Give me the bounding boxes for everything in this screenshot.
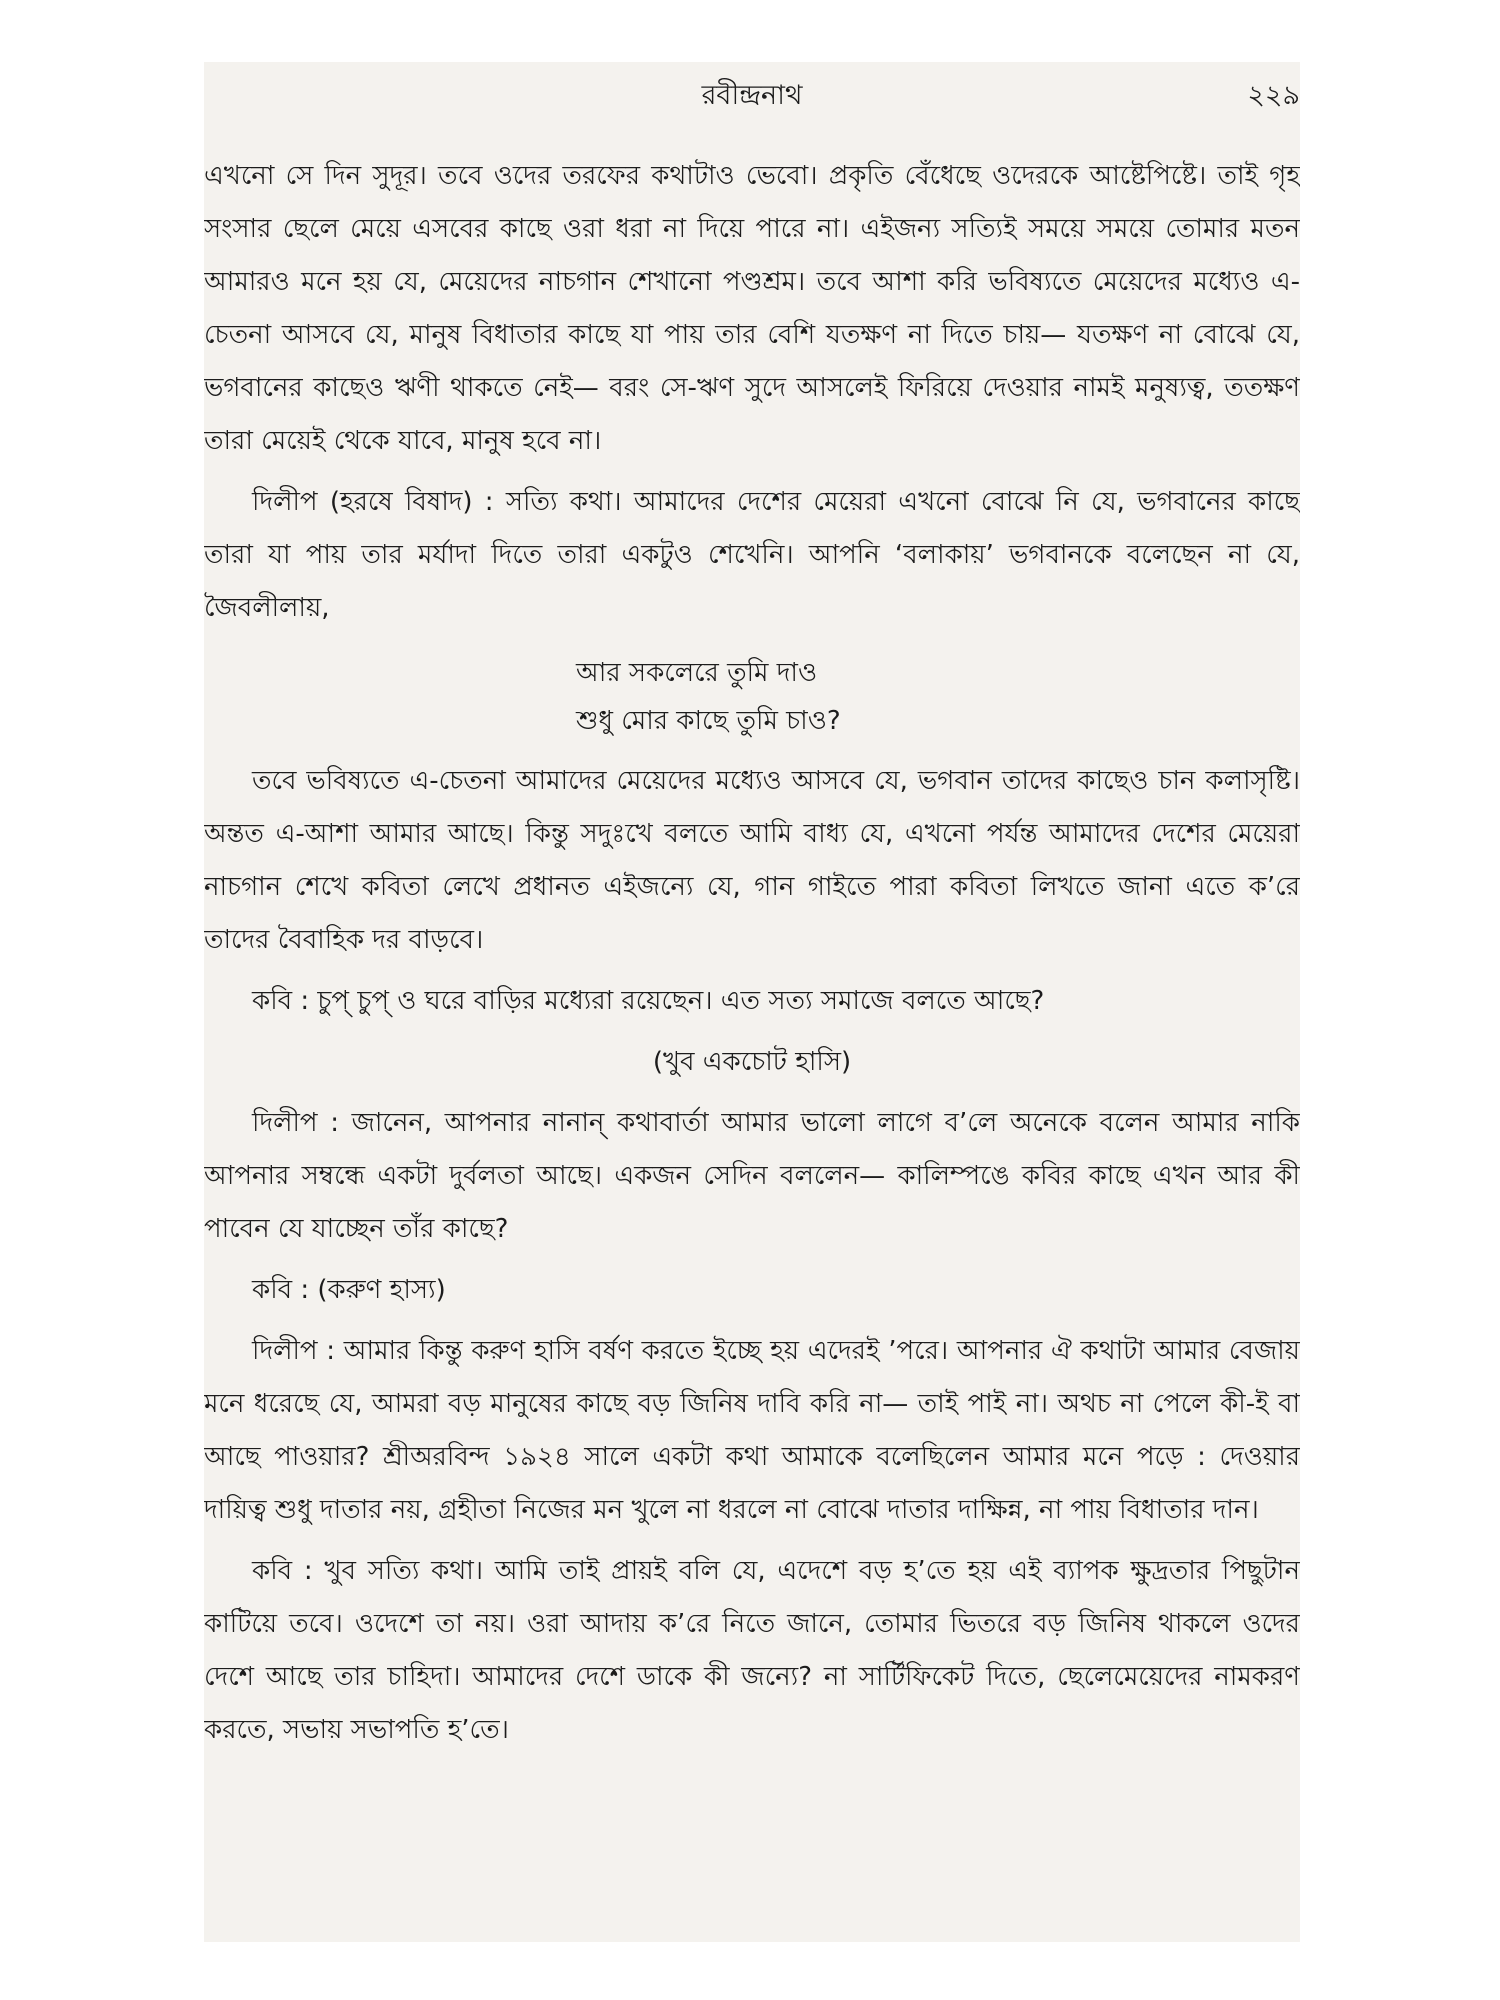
running-title: রবীন্দ্রনাথ xyxy=(701,80,803,111)
paragraph: দিলীপ : আমার কিন্তু করুণ হাসি বর্ষণ করতে ইচ্ছে হয় এদেরই ’পরে। আপনার ঐ কথাটা আমার বেজায় মনে ধরেছে যে, আমরা বড় মানুষের কাছে বড় জিনিষ দাবি করি না— তাই পাই না। অথচ না পেলে কী-ই বা আছে পাওয়ার? শ্রীঅরবিন্দ ১৯২৪ সালে একটা কথা আমাকে বলেছিলেন আমার মনে পড়ে : দেওয়ার দায়িত্ব শুধু দাতার নয়, গ্রহীতা নিজের মন খুলে না ধরলে না বোঝে দাতার দাক্ষিন্ন, না পায় বিধাতার দান। xyxy=(204,1336,1300,1525)
page-number: ২২৯ xyxy=(1247,80,1300,111)
paragraph: কবি : চুপ্ চুপ্ ও ঘরে বাড়ির মধ্যেরা রয়েছেন। এত সত্য সমাজে বলতে আছে? xyxy=(252,986,1045,1016)
book-page xyxy=(204,62,1300,1942)
paragraph: কবি : খুব সত্যি কথা। আমি তাই প্রায়ই বলি যে, এদেশে বড় হ’তে হয় এই ব্যাপক ক্ষুদ্রতার পিছুটান কাটিয়ে তবে। ওদেশে তা নয়। ওরা আদায় ক’রে নিতে জানে, তোমার ভিতরে বড় জিনিষ থাকলে ওদের দেশে আছে তার চাহিদা। আমাদের দেশে ডাকে কী জন্যে? না সার্টিফিকেট দিতে, ছেলেমেয়েদের নামকরণ করতে, সভায় সভাপতি হ’তে। xyxy=(204,1556,1300,1745)
paragraph: কবি : (করুণ হাস্য) xyxy=(252,1275,446,1305)
verse-quote xyxy=(204,649,1300,745)
paragraph: এখনো সে দিন সুদূর। তবে ওদের তরফের কথাটাও ভেবো। প্রকৃতি বেঁধেছে ওদেরকে আষ্টেপিষ্টে। তাই গৃহ সংসার ছেলে মেয়ে এসবের কাছে ওরা ধরা না দিয়ে পারে না। এইজন্য সত্যিই সময়ে সময়ে তোমার মতন আমারও মনে হয় যে, মেয়েদের নাচগান শেখানো পণ্ডশ্রম। তবে আশা করি ভবিষ্যতে মেয়েদের মধ্যেও এ-চেতনা আসবে যে, মানুষ বিধাতার কাছে যা পায় তার বেশি যতক্ষণ না দিতে চায়— যতক্ষণ না বোঝে যে, ভগবানের কাছেও ঋণী থাকতে নেই— বরং সে-ঋণ সুদে আসলেই ফিরিয়ে দেওয়ার নামই মনুষ্যত্ব, ততক্ষণ তারা মেয়েই থেকে যাবে, মানুষ হবে না। xyxy=(204,161,1300,456)
paragraph: দিলীপ : জানেন, আপনার নানান্ কথাবার্তা আমার ভালো লাগে ব’লে অনেকে বলেন আমার নাকি আপনার সম্বন্ধে একটা দুর্বলতা আছে। একজন সেদিন বললেন— কালিম্পঙে কবির কাছে এখন আর কী পাবেন যে যাচ্ছেন তাঁর কাছে? xyxy=(204,1108,1300,1244)
page-header xyxy=(204,62,1300,132)
page-body xyxy=(204,150,1300,1757)
verse-line: শুধু মোর কাছে তুমি চাও? xyxy=(576,706,841,736)
verse-line: আর সকলেরে তুমি দাও xyxy=(576,658,818,688)
paragraph: দিলীপ (হরষে বিষাদ) : সত্যি কথা। আমাদের দেশের মেয়েরা এখনো বোঝে নি যে, ভগবানের কাছে তারা যা পায় তার মর্যাদা দিতে তারা একটুও শেখেনি। আপনি ‘বলাকায়’ ভগবানকে বলেছেন না যে, জৈবলীলায়, xyxy=(204,487,1300,623)
stage-direction: (খুব একচোট হাসি) xyxy=(652,1047,852,1077)
paragraph: তবে ভবিষ্যতে এ-চেতনা আমাদের মেয়েদের মধ্যেও আসবে যে, ভগবান তাদের কাছেও চান কলাসৃষ্টি। অন্তত এ-আশা আমার আছে। কিন্তু সদুঃখে বলতে আমি বাধ্য যে, এখনো পর্যন্ত আমাদের দেশের মেয়েরা নাচগান শেখে কবিতা লেখে প্রধানত এইজন্যে যে, গান গাইতে পারা কবিতা লিখতে জানা এতে ক’রে তাদের বৈবাহিক দর বাড়বে। xyxy=(204,766,1300,955)
